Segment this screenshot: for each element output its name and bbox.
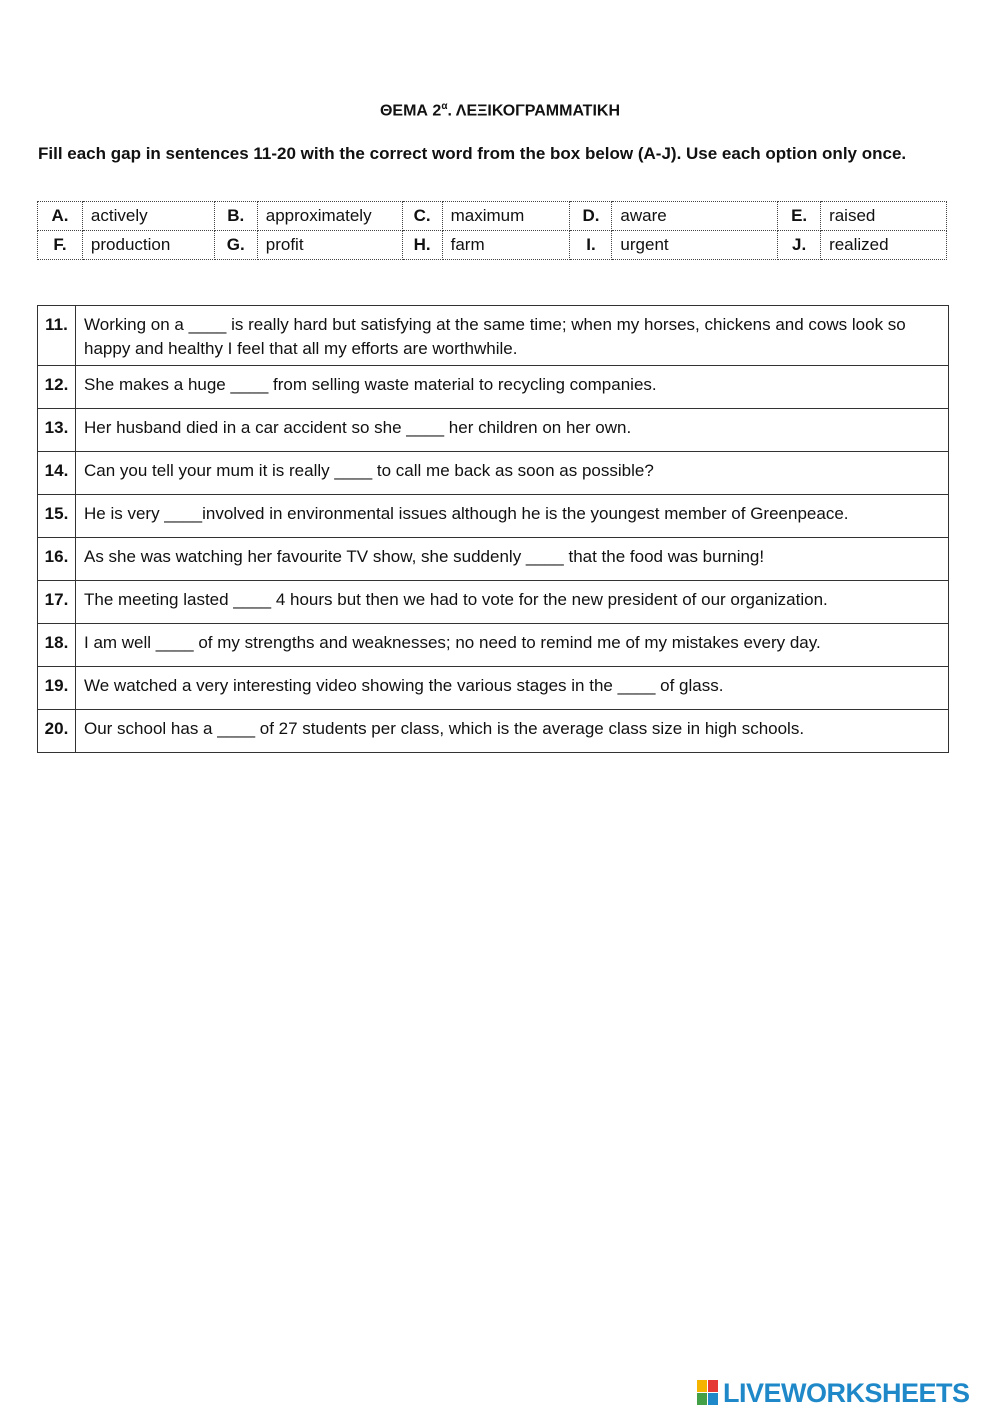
question-row — [38, 538, 949, 581]
question-number: 18. — [38, 624, 76, 667]
question-text: Can you tell your mum it is really ____ to call me back as soon as possible? — [76, 452, 949, 495]
question-row — [38, 624, 949, 667]
question-number: 16. — [38, 538, 76, 581]
question-number: 20. — [38, 710, 76, 753]
question-row — [38, 710, 949, 753]
question-row — [38, 306, 949, 366]
liveworksheets-logo-icon — [697, 1380, 719, 1406]
title-superscript: α — [441, 101, 448, 112]
title-main: ΘΕΜΑ 2 — [379, 102, 442, 120]
question-text: The meeting lasted ____ 4 hours but then we had to vote for the new president of our organization. — [76, 581, 949, 624]
option-word: maximum — [442, 202, 570, 231]
option-letter: D. — [570, 202, 612, 231]
liveworksheets-logo — [697, 1378, 970, 1408]
question-number: 15. — [38, 495, 76, 538]
option-letter: C. — [402, 202, 442, 231]
question-row — [38, 452, 949, 495]
option-word: profit — [257, 231, 402, 260]
option-word: farm — [442, 231, 570, 260]
question-text: Her husband died in a car accident so she ____ her children on her own. — [76, 409, 949, 452]
question-text: Our school has a ____ of 27 students per class, which is the average class size in high schools. — [76, 710, 949, 753]
question-text: Working on a ____ is really hard but satisfying at the same time; when my horses, chickens and cows look so happy and healthy I feel that all my efforts are worthwhile. — [76, 306, 949, 366]
option-word: urgent — [612, 231, 778, 260]
option-letter: H. — [402, 231, 442, 260]
question-row — [38, 366, 949, 409]
word-options-box — [37, 201, 947, 260]
question-number: 13. — [38, 409, 76, 452]
liveworksheets-logo-text: LIVEWORKSHEETS — [723, 1377, 970, 1408]
option-letter: B. — [214, 202, 257, 231]
options-row-2 — [38, 231, 947, 260]
option-letter: I. — [570, 231, 612, 260]
question-text: As she was watching her favourite TV show, she suddenly ____ that the food was burning! — [76, 538, 949, 581]
question-number: 17. — [38, 581, 76, 624]
question-number: 11. — [38, 306, 76, 366]
option-word: raised — [821, 202, 947, 231]
question-number: 14. — [38, 452, 76, 495]
question-number: 12. — [38, 366, 76, 409]
page-title — [0, 101, 1000, 120]
question-row — [38, 581, 949, 624]
option-letter: A. — [38, 202, 83, 231]
question-row — [38, 667, 949, 710]
question-number: 19. — [38, 667, 76, 710]
option-word: actively — [82, 202, 214, 231]
question-row — [38, 409, 949, 452]
option-word: approximately — [257, 202, 402, 231]
option-letter: G. — [214, 231, 257, 260]
question-text: I am well ____ of my strengths and weaknesses; no need to remind me of my mistakes every day. — [76, 624, 949, 667]
option-word: production — [82, 231, 214, 260]
option-word: aware — [612, 202, 778, 231]
option-letter: J. — [778, 231, 821, 260]
option-letter: E. — [778, 202, 821, 231]
question-text: We watched a very interesting video showing the various stages in the ____ of glass. — [76, 667, 949, 710]
instructions: Fill each gap in sentences 11-20 with the correct word from the box below (A-J). Use each option only once. — [38, 144, 907, 163]
title-rest: . ΛΕΞΙΚΟΓΡΑΜΜΑΤΙΚΗ — [447, 102, 620, 120]
question-text: He is very ____involved in environmental issues although he is the youngest member of Greenpeace. — [76, 495, 949, 538]
option-letter: F. — [38, 231, 83, 260]
question-text: She makes a huge ____ from selling waste material to recycling companies. — [76, 366, 949, 409]
option-word: realized — [821, 231, 947, 260]
options-row-1 — [38, 202, 947, 231]
questions-table — [37, 305, 949, 753]
question-row — [38, 495, 949, 538]
